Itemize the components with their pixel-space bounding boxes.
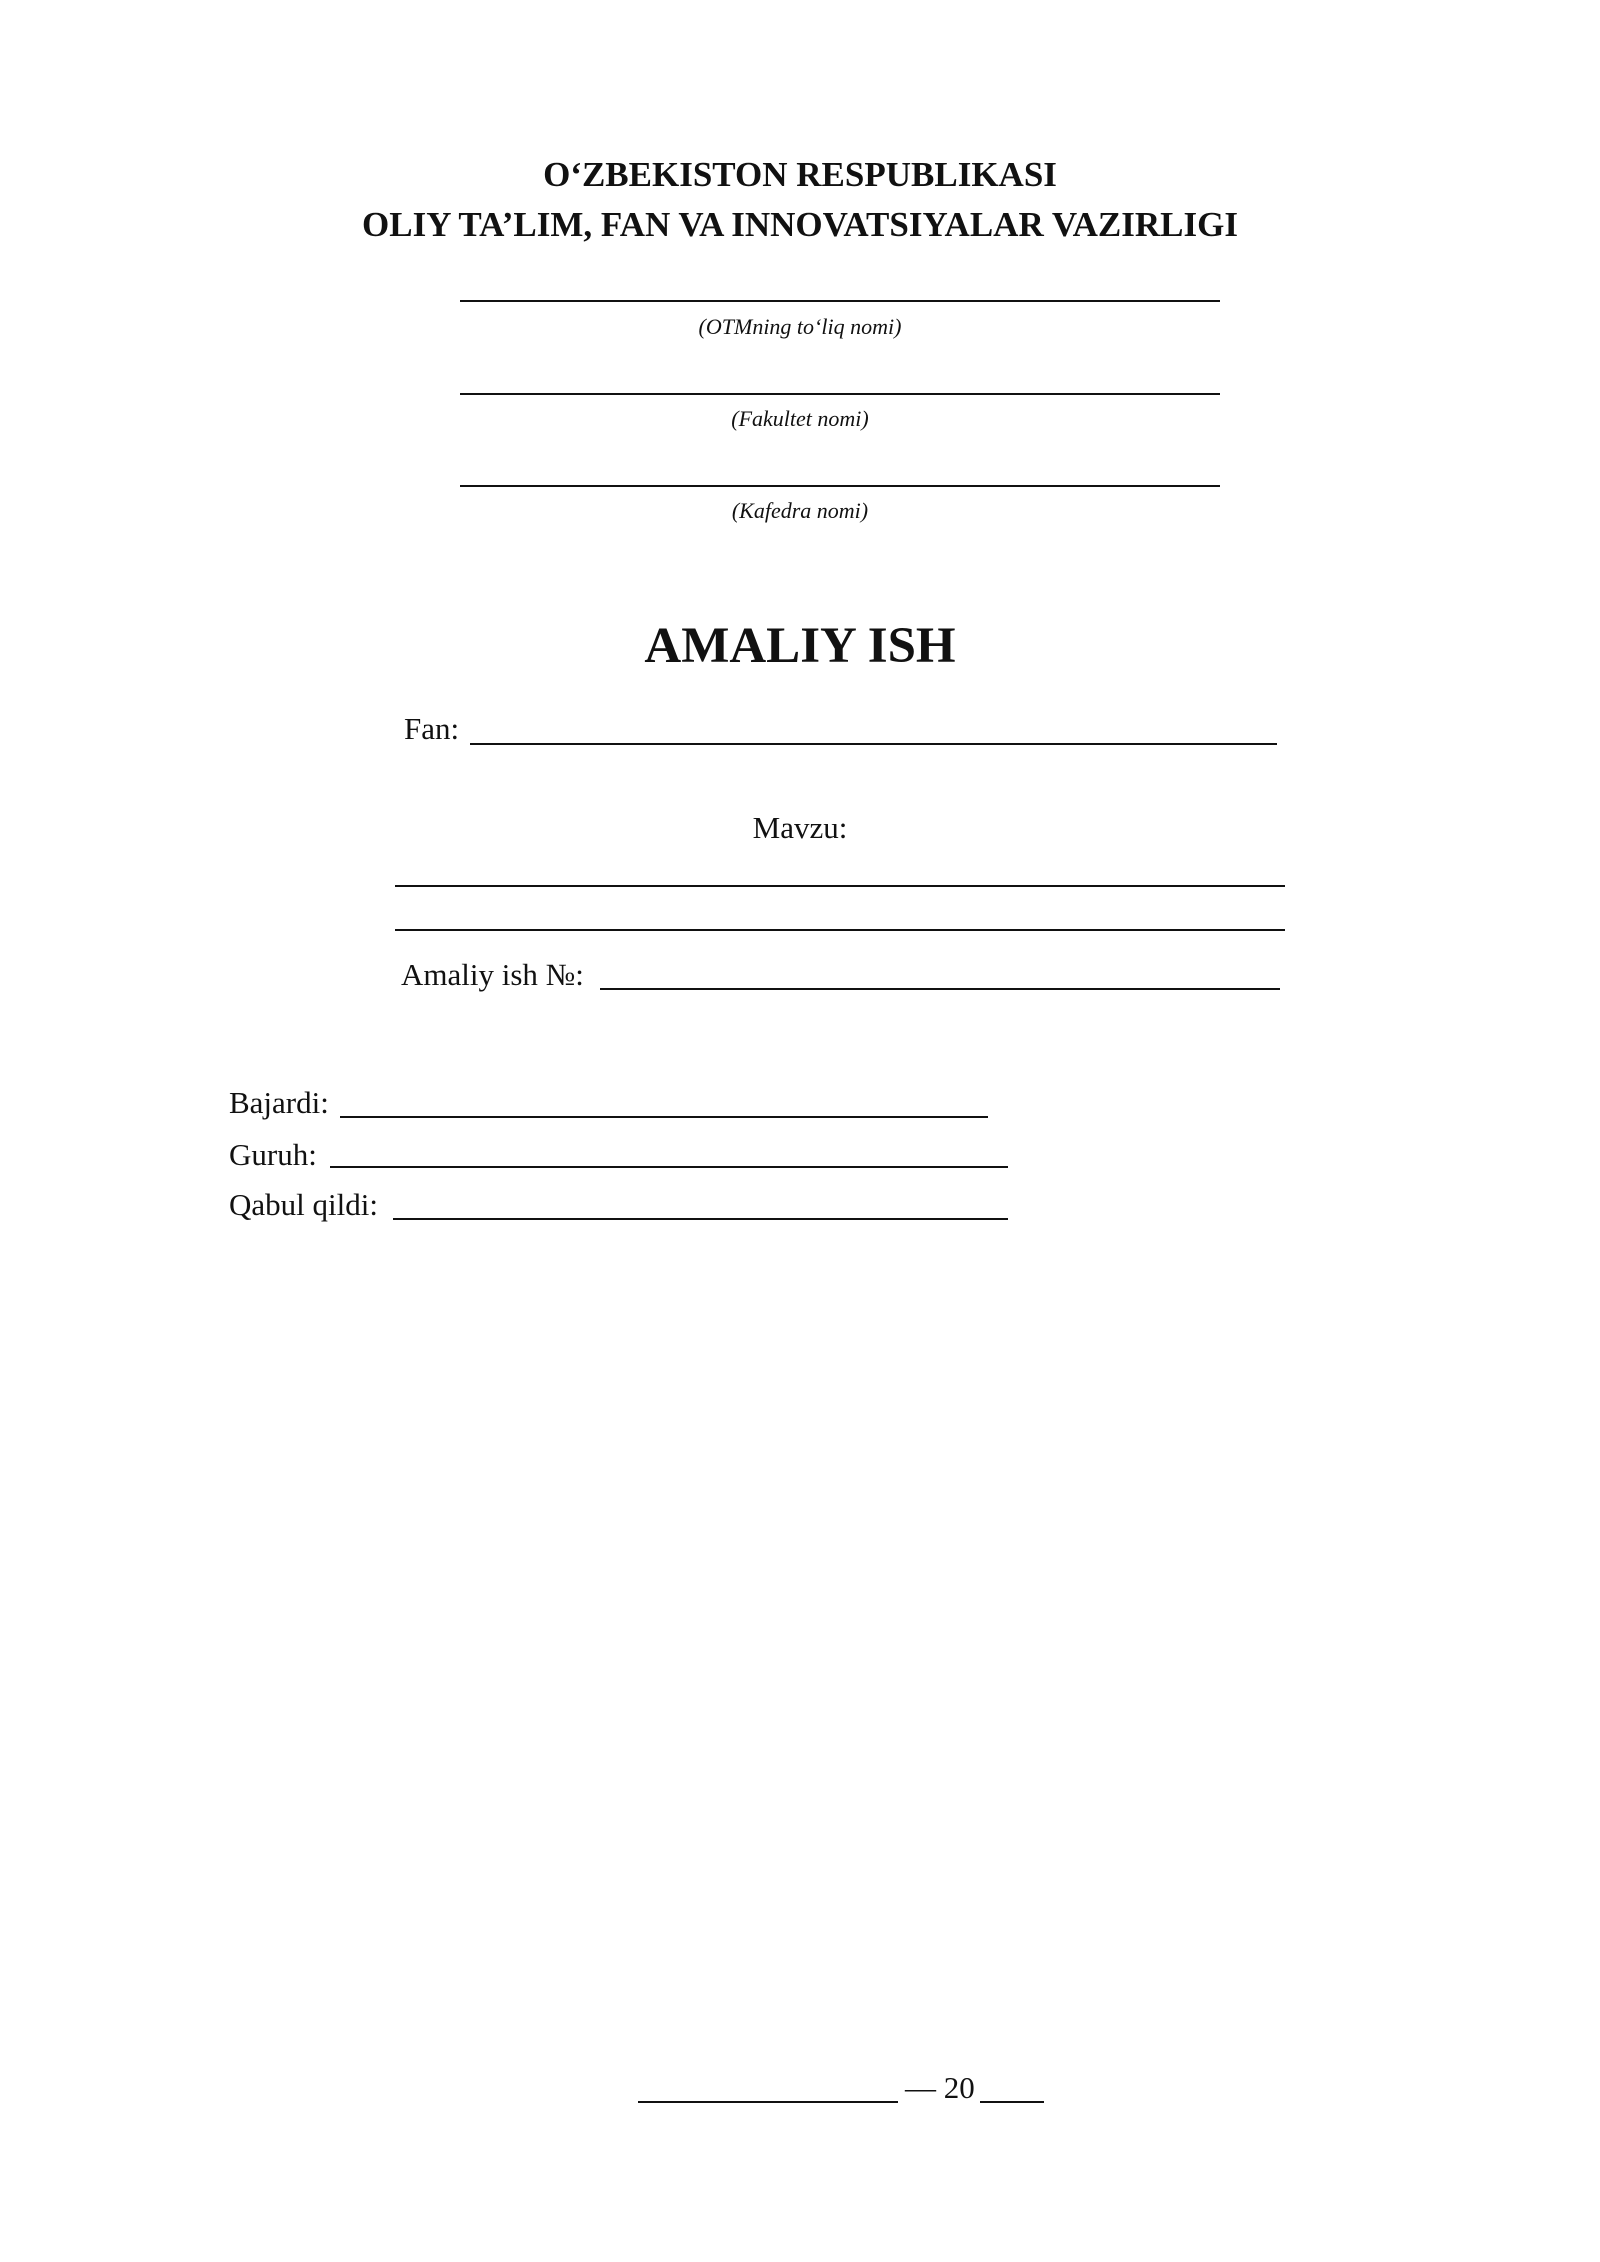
fan-label: Fan: bbox=[404, 711, 460, 746]
institution-name-caption: (OTMning to‘liq nomi) bbox=[698, 314, 902, 339]
qabul-qildi-field-line[interactable] bbox=[393, 1218, 1008, 1220]
department-name-line[interactable] bbox=[460, 485, 1220, 487]
bajardi-field-line[interactable] bbox=[340, 1116, 988, 1118]
bajardi-label: Bajardi: bbox=[229, 1085, 329, 1120]
amaliy-ish-number-label: Amaliy ish №: bbox=[401, 957, 584, 992]
department-name-caption: (Kafedra nomi) bbox=[731, 498, 869, 523]
country-heading: O‘ZBEKISTON RESPUBLIKASI bbox=[543, 155, 1057, 194]
qabul-qildi-label: Qabul qildi: bbox=[229, 1187, 378, 1222]
mavzu-field-line-2[interactable] bbox=[395, 929, 1285, 931]
document-title: AMALIY ISH bbox=[644, 618, 956, 674]
fan-field-line[interactable] bbox=[470, 743, 1277, 745]
year-field-line[interactable] bbox=[980, 2101, 1044, 2103]
date-field-line[interactable] bbox=[638, 2101, 898, 2103]
institution-name-line[interactable] bbox=[460, 300, 1220, 302]
year-prefix: — 20 bbox=[905, 2070, 975, 2105]
mavzu-field-line-1[interactable] bbox=[395, 885, 1285, 887]
amaliy-ish-number-line[interactable] bbox=[600, 988, 1280, 990]
ministry-heading: OLIY TA’LIM, FAN VA INNOVATSIYALAR VAZIRLIGI bbox=[362, 205, 1238, 244]
guruh-label: Guruh: bbox=[229, 1137, 317, 1172]
faculty-name-line[interactable] bbox=[460, 393, 1220, 395]
guruh-field-line[interactable] bbox=[330, 1166, 1008, 1168]
mavzu-label: Mavzu: bbox=[752, 810, 848, 845]
faculty-name-caption: (Fakultet nomi) bbox=[731, 406, 869, 431]
